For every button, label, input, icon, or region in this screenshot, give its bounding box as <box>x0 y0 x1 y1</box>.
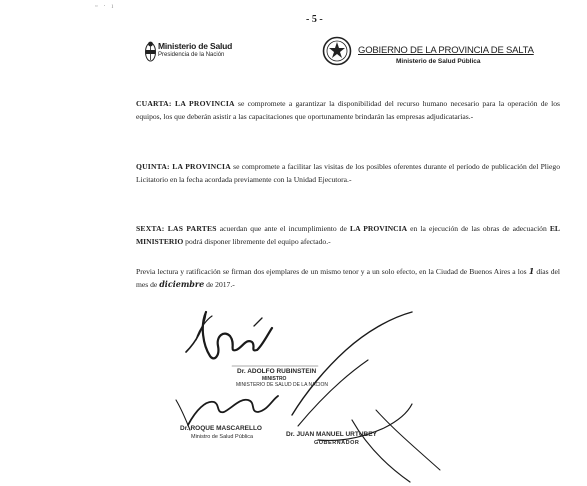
ministry-name: Ministerio de Salud <box>158 41 233 51</box>
provincial-minister-title: Ministro de Salud Pública <box>191 434 254 440</box>
minister-name: Dr. ADOLFO RUBINSTEIN <box>237 368 317 375</box>
clause-text: se compromete a facilitar las visitas de los posibles oferentes durante el período de publicación del Pliego Licitatorio en la fecha acordada previamente con la Unidad Ejecutora.- <box>136 162 560 185</box>
governor-title: GOBERNADOR <box>314 440 360 446</box>
clause-party: LA PROVINCIA <box>350 224 408 233</box>
province-ministry: Ministerio de Salud Pública <box>396 58 481 65</box>
minister-title: MINISTRO <box>262 376 287 382</box>
clause-text: se compromete a garantizar la disponibilidad del recurso humano necesario para la operación de los equipos, los que deberán asistir a las capacitaciones que oportunamente brindarán las empresas adjudicatarias.- <box>136 99 561 122</box>
closing-text: días del mes de <box>136 267 560 290</box>
handwritten-day: 1 <box>528 266 535 276</box>
province-name: GOBIERNO DE LA PROVINCIA DE SALTA <box>358 45 534 56</box>
handwritten-month: diciembre <box>159 279 205 290</box>
governor-name: Dr. JUAN MANUEL URTUBEY <box>286 431 377 438</box>
closing-text: Previa lectura y ratificación se firman dos ejemplares de un mismo tenor y a un solo efecto, en la Ciudad de Buenos Aires a los <box>136 267 529 276</box>
closing-text: de 2017.- <box>204 280 235 290</box>
clause-text: acuerdan que ante el incumplimiento de <box>216 224 350 233</box>
page-number: - 5 - <box>306 14 323 25</box>
provincial-minister-signature <box>188 396 278 425</box>
clause-lead: SEXTA: LAS PARTES <box>136 224 217 233</box>
clause-party: EL MINISTERIO <box>136 224 560 247</box>
clause-text: podrá disponer libremente del equipo afectado.- <box>183 237 331 247</box>
clause-lead: QUINTA: LA PROVINCIA <box>136 162 231 171</box>
minister-org: MINISTERIO DE SALUD DE LA NACION <box>236 382 328 388</box>
governor-signature <box>292 312 412 415</box>
scan-mark: ▫ · ı <box>95 2 116 10</box>
ministry-subtitle: Presidencia de la Nación <box>158 52 225 58</box>
clause-lead: CUARTA: LA PROVINCIA <box>136 99 235 108</box>
provincial-minister-name: Dr. ROQUE MASCARELLO <box>180 425 262 432</box>
clause-text: en la ejecución de las obras de adecuación <box>407 224 550 233</box>
